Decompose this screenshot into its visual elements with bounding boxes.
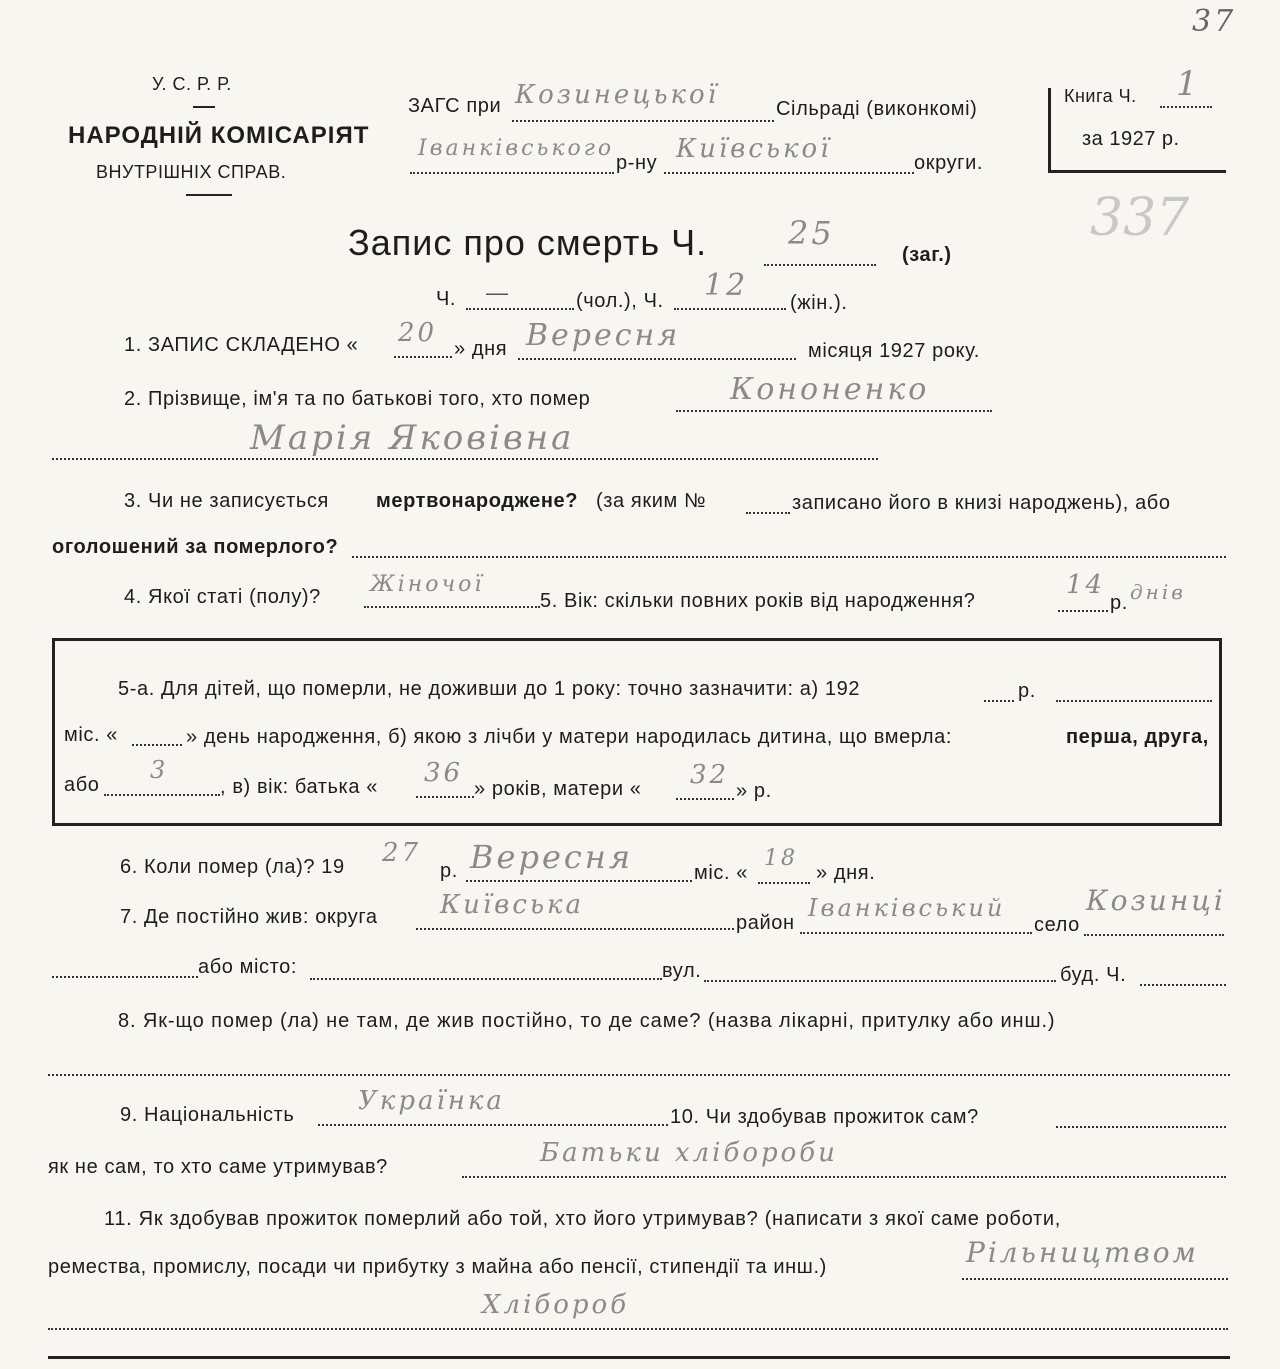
record-number-value: 25 [788,214,835,252]
f9-label: 9. Національність [120,1104,295,1126]
f11-line2: ремества, промислу, посади чи прибутку з майна або пенсії, стипендії та инш.) [48,1256,827,1278]
book-number-value: 1 [1176,64,1201,104]
male-count-line [466,308,574,310]
f6-mis: міс. « [694,862,749,884]
f1-day-line [394,356,452,358]
f7-bud-line [1140,984,1226,986]
f5a-order-line [104,794,220,796]
f2-names-line [52,458,878,460]
f6-label: 6. Коли помер (ла)? 19 [120,856,345,878]
republic-label: У. С. Р. Р. [152,74,232,94]
f5a-line3-mid2: » років, матери « [474,778,642,800]
f5-value: 14 [1066,570,1106,600]
f7-selo: Козинці [1086,884,1226,917]
record-title: Запис про смерть Ч. [348,222,708,263]
f5-suffix: р. [1110,592,1128,614]
f11-value2: Хлібороб [482,1290,630,1320]
f7-misto-pre-line [52,976,198,978]
f1-suffix: місяця 1927 року. [808,340,980,362]
f5a-line2-mid: » день народження, б) якою з лічби у матери народилась дитина, що вмерла: [186,726,952,748]
f9-value: Українка [358,1086,505,1116]
book-box-left-border [1048,88,1051,172]
f7-misto-line [310,978,662,980]
zags-label: ЗАГС при [408,95,502,117]
f7-okruha: Київська [440,890,585,920]
f6-end: » дня. [816,862,876,884]
f1-month-line [518,358,796,360]
f7-raion-line [800,932,1032,934]
f7-label: 7. Де постійно жив: округа [120,906,378,928]
corner-mark: 37 [1192,4,1237,39]
f5a-line2-bold: перша, друга, [1066,726,1209,748]
f8-line [48,1074,1230,1076]
male-count-value: — [486,280,508,305]
f2-surname-line [676,410,992,412]
f10-sub: як не сам, то хто саме утримував? [48,1156,388,1178]
f10-sub-line [462,1176,1226,1178]
female-count-line [674,308,786,310]
f5a-order-value: 3 [150,756,169,784]
f5-label: 5. Вік: скільки повних років від народження? [540,590,976,612]
f4-line [364,606,540,608]
record-title-suffix: (заг.) [902,244,952,266]
f7-selo-line [1084,934,1224,936]
pencil-number: 337 [1090,188,1190,248]
commissariat-title: НАРОДНІЙ КОМІСАРІЯТ [68,122,370,149]
f6-day: 18 [764,846,798,871]
zags-okruha-line [664,172,914,174]
bottom-rule [48,1356,1230,1359]
f3-part3: записано його в книзі народжень), або [792,492,1171,514]
f5a-line1-end: р. [1018,680,1036,702]
f7-raion: Іванківський [808,894,1006,922]
f7-misto-label: або місто: [198,956,298,978]
f5-extra: днів [1130,580,1186,604]
f1-mid: » дня [454,338,508,360]
f11-line2-fill [962,1278,1228,1280]
f5a-month-line [1056,700,1212,702]
f2-surname-value: Кононенко [730,372,930,407]
f10-line [1056,1126,1226,1128]
f9-line [318,1124,668,1126]
f7-vul-line [704,980,1056,982]
f4-value: Жіночої [370,572,485,597]
f5a-mother-line [676,798,734,800]
f7-selo-label: село [1034,914,1080,936]
counts-prefix: Ч. [436,288,457,310]
f3-stillborn: мертвонароджене? [376,490,579,512]
f5a-line3-start: або [64,774,100,796]
f1-day-value: 20 [398,318,438,348]
f11-line1: 11. Як здобував прожиток померлий або той, хто його утримував? (написати з якої саме роботи, [104,1208,1061,1230]
zags-district-value: Іванківського [418,136,615,161]
f6-p: р. [440,860,458,882]
f6-year: 27 [382,838,422,868]
female-count-label: (жін.). [790,292,848,314]
f11-value1: Рільництвом [966,1236,1199,1269]
f3-part1: 3. Чи не записується [124,490,329,512]
zags-council-label: Сільраді (виконкомі) [776,98,978,120]
zags-council-value: Козинецької [515,80,720,110]
f7-vul-label: вул. [662,960,702,982]
female-count-value: 12 [704,268,749,303]
zags-okruha-label: округи. [914,152,983,174]
book-year-label: за 1927 р. [1082,128,1180,150]
f10-label: 10. Чи здобував прожиток сам? [670,1106,979,1128]
f3-declared-line [352,556,1226,558]
male-count-label: (чол.), Ч. [576,290,664,312]
f5a-line1: 5-а. Для дітей, що померли, не доживши до 1 року: точно зазначити: а) 192 [118,678,861,700]
f10-value: Батьки хлібороби [540,1138,838,1168]
f7-raion-label: район [736,912,795,934]
f5a-father-value: 36 [424,758,464,788]
book-number-line [1160,106,1212,108]
f5a-mother-value: 32 [690,760,730,790]
zags-district-label: р-ну [616,152,658,174]
header-divider [186,194,232,196]
f2-label: 2. Прізвище, ім'я та по батькові того, хто помер [124,388,591,410]
zags-okruha-value: Київської [676,134,832,164]
zags-council-line [512,120,774,122]
book-box-bottom-border [1048,170,1226,173]
zags-district-line [410,172,614,174]
f5a-line3-end: » р. [736,780,772,802]
f3-declared-dead: оголошений за померлого? [52,536,339,558]
f5a-line2-start: міс. « [64,724,119,746]
f7-bud-label: буд. Ч. [1060,964,1127,986]
f11-line3 [48,1328,1228,1330]
f5a-day-line [132,744,182,746]
f5a-father-line [416,796,474,798]
f5-line [1058,610,1108,612]
f6-day-line [758,882,810,884]
record-number-line [764,264,876,266]
f5a-year-line [984,700,1014,702]
f6-month: Вересня [470,838,634,876]
f3-number-line [746,512,790,514]
f5a-line3-mid: , в) вік: батька « [220,776,378,798]
header-divider [193,106,215,108]
f2-names-value: Марія Яковівна [250,418,575,458]
f6-month-line [466,880,692,882]
f7-okruha-line [416,928,734,930]
book-label: Книга Ч. [1064,86,1137,106]
f1-month-value: Вересня [526,318,681,353]
f8-label: 8. Як-що помер (ла) не там, де жив постійно, то де саме? (назва лікарні, притулку або инш.) [118,1010,1056,1032]
department-title: ВНУТРІШНІХ СПРАВ. [96,162,287,182]
f4-label: 4. Якої статі (полу)? [124,586,321,608]
f1-label: 1. ЗАПИС СКЛАДЕНО « [124,334,359,356]
f3-part2: (за яким № [596,490,707,512]
